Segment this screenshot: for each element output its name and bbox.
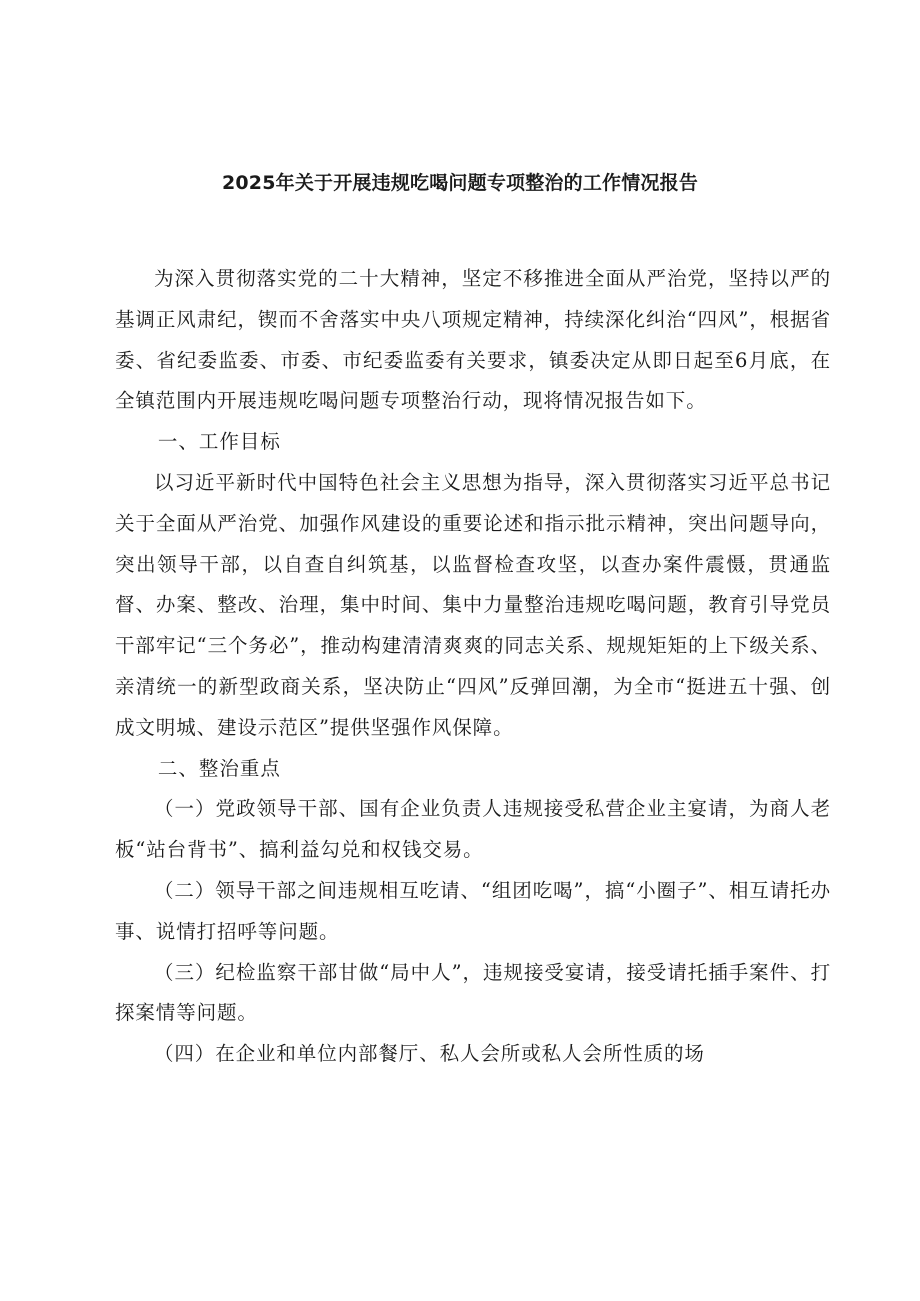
- section-heading-goals: 一、工作目标: [157, 430, 281, 454]
- section-heading-focus: 二、整治重点: [157, 756, 281, 780]
- focus-item-4: （四）在企业和单位内部餐厅、私人会所或私人会所性质的场: [154, 1042, 705, 1066]
- focus-item-2: （二）领导干部之间违规相互吃请、“组团吃喝”，搞“小圈子”、相互请托办事、说情打招呼等问题。: [115, 878, 831, 943]
- document-body: [115, 259, 831, 1075]
- document-title: 2025年关于开展违规吃喝问题专项整治的工作情况报告: [221, 172, 699, 194]
- focus-item-1: （一）党政领导干部、国有企业负责人违规接受私营企业主宴请，为商人老板“站台背书”、搞利益勾兑和权钱交易。: [115, 797, 831, 862]
- intro-paragraph: 为深入贯彻落实党的二十大精神，坚定不移推进全面从严治党，坚持以严的基调正风肃纪，锲而不舍落实中央八项规定精神，持续深化纠治“四风”，根据省委、省纪委监委、市委、市纪委监委有关要求，镇委决定从即日起至6月底，在全镇范围内开展违规吃喝问题专项整治行动，现将情况报告如下。: [115, 267, 831, 413]
- goals-paragraph: 以习近平新时代中国特色社会主义思想为指导，深入贯彻落实习近平总书记关于全面从严治党、加强作风建设的重要论述和指示批示精神，突出问题导向，突出领导干部，以自查自纠筑基，以监督检查攻坚，以查办案件震慑，贯通监督、办案、整改、治理，集中时间、集中力量整治违规吃喝问题，教育引导党员干部牢记“三个务必”，推动构建清清爽爽的同志关系、规规矩矩的上下级关系、亲清统一的新型政商关系，坚决防止“四风”反弹回潮，为全市“挺进五十强、创成文明城、建设示范区”提供坚强作风保障。: [115, 470, 831, 739]
- focus-item-3: （三）纪检监察干部甘做“局中人”，违规接受宴请，接受请托插手案件、打探案情等问题。: [115, 960, 831, 1025]
